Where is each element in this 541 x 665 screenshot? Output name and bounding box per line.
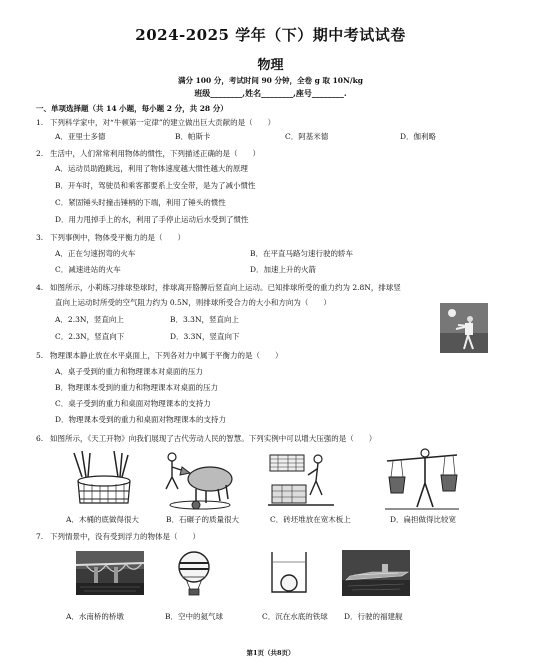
brick-stack-image [268, 449, 334, 511]
question-text: 下列科学家中，对“牛顿第一定律”的建立做出巨大贡献的是（ ） [50, 118, 276, 127]
question-number: 2. [36, 149, 44, 158]
question-text: 物理课本静止放在水平桌面上，下列各对力中属于平衡力的是（ ） [50, 351, 283, 360]
bridge-pier-image [76, 551, 144, 595]
question-number: 4. [36, 283, 44, 292]
stone-roller-image [160, 449, 240, 511]
option-c: C．砖坯堆放在宽木板上 [270, 515, 351, 524]
question-text: 生活中，人们常常利用物体的惯性，下列描述正确的是（ ） [50, 149, 260, 158]
option-d: D．加速上升的火箭 [250, 265, 317, 274]
option-a: A．桌子受到的重力和物理课本对桌面的压力 [55, 367, 203, 376]
option-a: A．正在匀速拐弯的火车 [55, 249, 136, 258]
question-7 [36, 531, 200, 542]
question-number: 3. [36, 233, 44, 242]
volleyball-player-image [440, 303, 488, 353]
exam-title: 2024-2025 学年（下）期中考试试卷 [135, 26, 406, 44]
option-d: D．3.3N，竖直向下 [170, 332, 240, 341]
option-b: B．空中的氦气球 [165, 612, 224, 621]
option-a: A．水南桥的桥墩 [66, 612, 124, 621]
option-c: C．沉在水底的铁球 [262, 612, 328, 621]
student-fields: 班级________,姓名________,座号________. [194, 88, 347, 98]
option-a: A．木桶的底做得很大 [66, 515, 139, 524]
page-footer: 第1页（共8页） [246, 649, 295, 657]
option-c: C．减速进站的火车 [55, 265, 121, 274]
question-5 [36, 350, 283, 361]
option-b: B．3.3N，竖直向上 [170, 315, 240, 324]
option-c: C．阿基米德 [285, 132, 329, 141]
option-a: A．运动员助跑跳远，利用了物体速度越大惯性越大的原理 [55, 164, 248, 173]
helium-balloon-image [176, 549, 212, 597]
option-d: D．扁担做得比较宽 [390, 515, 457, 524]
question-4 [36, 282, 401, 293]
question-number: 1. [36, 118, 44, 127]
question-text: 如图所示，小莉练习排球垫球时，排球离开胳膊后竖直向上运动。已知排球所受的重力约为 2.8N，排球竖 [50, 283, 401, 292]
option-c: C．2.3N，竖直向下 [55, 332, 125, 341]
option-b: B．石碾子的质量很大 [166, 515, 240, 524]
option-a: A．亚里士多德 [55, 132, 106, 141]
option-d: D．物理课本受到的重力和桌面对物理课本的支持力 [55, 415, 227, 424]
wooden-bucket-image [68, 449, 140, 509]
option-b: B．开车时，驾驶员和乘客都要系上安全带，是为了减小惯性 [55, 181, 256, 190]
option-b: B．帕斯卡 [175, 132, 211, 141]
question-3 [36, 232, 185, 243]
option-b: B．物理课本受到的重力和物理课本对桌面的压力 [55, 383, 219, 392]
question-text: 下列情景中，没有受到浮力的物体是（ ） [50, 532, 200, 541]
carrying-pole-image [385, 447, 459, 513]
question-text: 如图所示，《天工开物》向我们展现了古代劳动人民的智慧。下列实例中可以增大压强的是（ ） [50, 434, 377, 443]
section-heading: 一、单项选择题（共 14 小题，每小题 2 分，共 28 分） [36, 104, 228, 113]
option-d: D．伽利略 [400, 132, 437, 141]
question-6 [36, 433, 376, 444]
question-number: 7. [36, 532, 44, 541]
question-number: 5. [36, 351, 44, 360]
exam-info: 满分 100 分，考试时间 90 分钟，全卷 g 取 10N/kg [177, 76, 364, 85]
option-a: A．2.3N，竖直向上 [55, 315, 124, 324]
option-d: D．行驶的福建舰 [344, 612, 403, 621]
question-2 [36, 148, 260, 159]
option-b: B．在平直马路匀速行驶的轿车 [250, 249, 354, 258]
question-number: 6. [36, 434, 44, 443]
option-c: C．桌子受到的重力和桌面对物理课本的支持力 [55, 399, 211, 408]
subject-title: 物理 [257, 58, 284, 73]
question-4-cont: 直向上运动时所受的空气阻力约为 0.5N，则排球所受合力的大小和方向为（ ） [55, 298, 331, 307]
question-1 [36, 117, 275, 128]
fujian-carrier-image [342, 550, 410, 596]
sunken-iron-ball-image [268, 550, 310, 596]
option-c: C．紧固锤头时撞击锤柄的下端，利用了锤头的惯性 [55, 198, 226, 207]
option-d: D．用力甩掉手上的水，利用了手停止运动后水受到了惯性 [55, 215, 249, 224]
question-text: 下列事例中，物体受平衡力的是（ ） [50, 233, 185, 242]
